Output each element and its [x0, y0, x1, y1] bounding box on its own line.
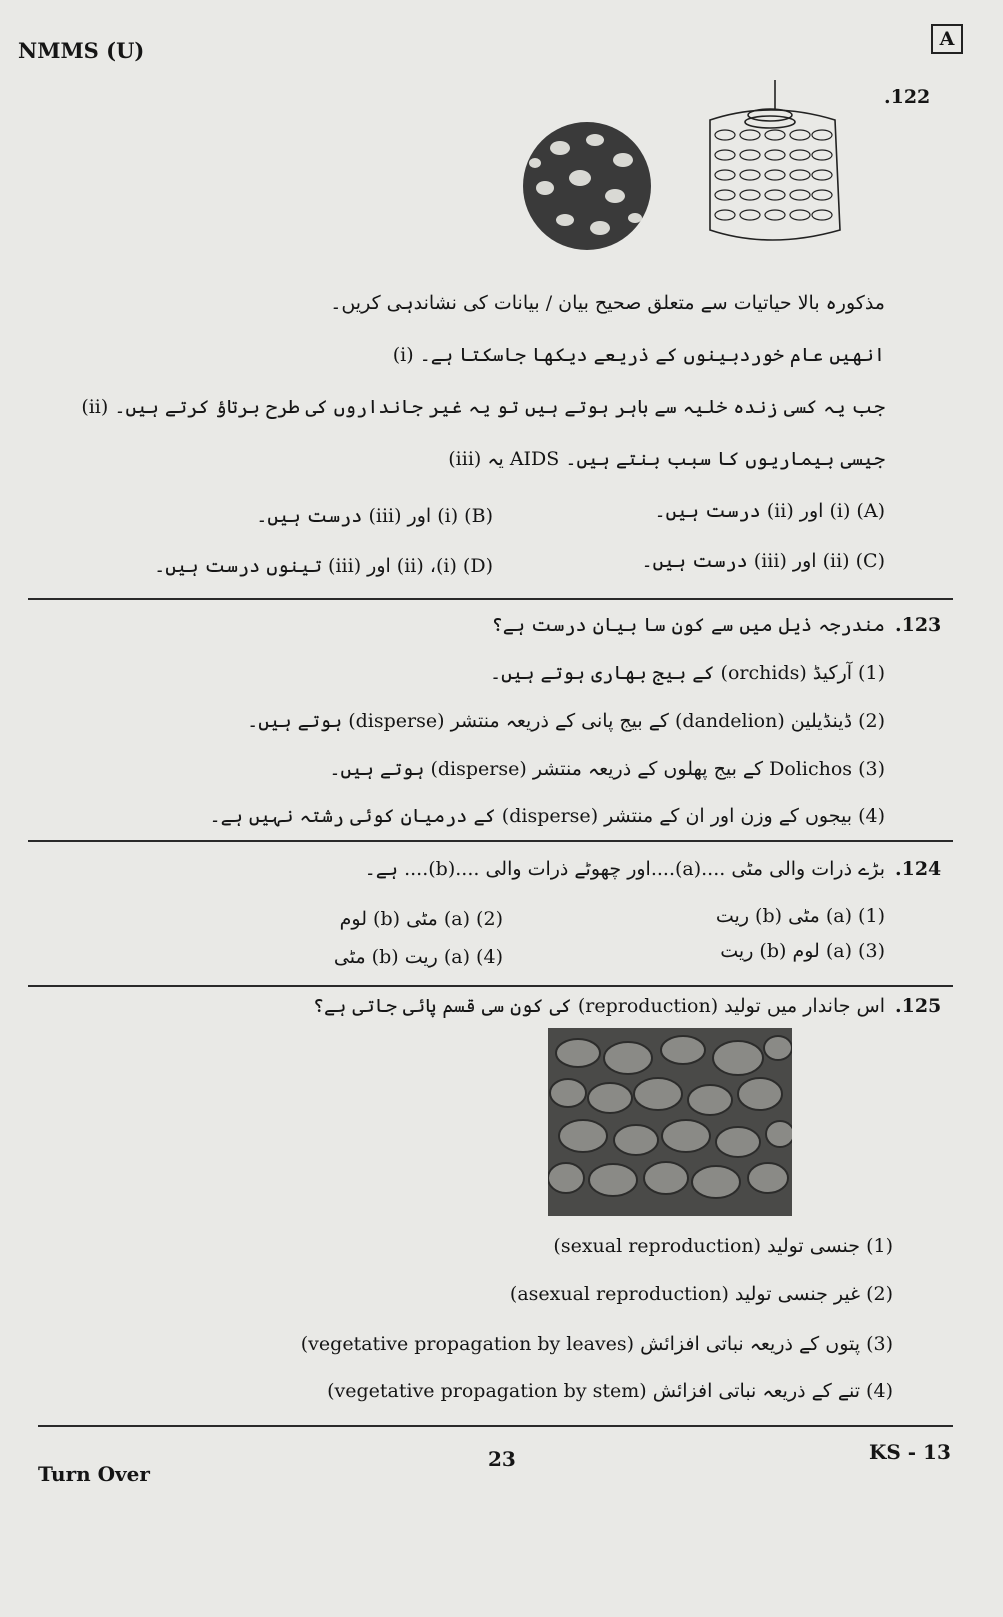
- question-number-123: .123: [895, 614, 942, 636]
- virus-sphere-image: [505, 108, 675, 268]
- divider: [28, 840, 953, 842]
- question-123-option-3[interactable]: (3) Dolichos کے بیج پھلوں کے ذریعہ منتشر (disperse) ہوتے ہیں۔: [329, 758, 885, 780]
- question-number-125: .125: [895, 995, 942, 1017]
- question-124-stem: بڑے ذرات والی مٹی ....(a)....اور چھوٹے ذرات والی ....(b).... ہے۔: [364, 858, 885, 880]
- question-123-option-2[interactable]: (2) ڈینڈیلین (dandelion) کے بیج پانی کے ذریعہ منتشر (disperse) ہوتے ہیں۔: [247, 710, 885, 732]
- question-125-option-3[interactable]: (3) پتوں کے ذریعہ نباتی افزائش (vegetative propagation by leaves): [300, 1333, 893, 1355]
- question-125-option-4[interactable]: (4) تنے کے ذریعہ نباتی افزائش (vegetative propagation by stem): [327, 1380, 893, 1402]
- question-123-option-4[interactable]: (4) بیجوں کے وزن اور ان کے منتشر (disperse) کے درمیان کوئی رشتہ نہیں ہے۔: [209, 805, 885, 827]
- divider: [28, 985, 953, 987]
- question-122-option-d[interactable]: (D) (i)، (ii) اور (iii) تینوں درست ہیں۔: [154, 555, 493, 577]
- turn-over-label: Turn Over: [38, 1462, 150, 1486]
- question-124-option-4[interactable]: (4) (a) ریت (b) مٹی: [333, 946, 503, 968]
- question-123-option-1[interactable]: (1) آرکیڈ (orchids) کے بیج بھاری ہوتے ہیں۔: [489, 662, 885, 684]
- question-122-option-c[interactable]: (C) (ii) اور (iii) درست ہیں۔: [641, 550, 885, 572]
- exam-code: NMMS (U): [18, 38, 145, 63]
- question-122-option-b[interactable]: (B) (i) اور (iii) درست ہیں۔: [256, 505, 493, 527]
- question-125-option-1[interactable]: (1) جنسی تولید (sexual reproduction): [553, 1235, 893, 1257]
- question-122-statement-1: (i) انھیں عام خوردبینوں کے ذریعے دیکھا جاسکتا ہے۔: [392, 344, 885, 366]
- question-122-stem: مذکورہ بالا حیاتیات سے متعلق صحیح بیان / بیانات کی نشاندہی کریں۔: [330, 292, 885, 314]
- question-122-statement-3: (iii) یہ AIDS جیسی بیماریوں کا سبب بنتے ہیں۔: [448, 448, 885, 470]
- divider: [28, 598, 953, 600]
- question-number-124: .124: [895, 858, 942, 880]
- question-124-option-1[interactable]: (1) (a) مٹی (b) ریت: [715, 905, 885, 927]
- question-125-option-2[interactable]: (2) غیر جنسی تولید (asexual reproduction): [509, 1283, 893, 1305]
- paper-set-box: A: [931, 24, 963, 54]
- question-124-option-2[interactable]: (2) (a) مٹی (b) لوم: [339, 908, 503, 930]
- booklet-code: KS - 13: [869, 1440, 951, 1464]
- virus-capsid-image: [700, 80, 850, 250]
- question-number-122: .122: [884, 86, 931, 108]
- divider: [38, 1425, 953, 1427]
- question-125-stem: اس جاندار میں تولید (reproduction) کی کون سی قسم پائی جاتی ہے؟: [312, 995, 885, 1017]
- page-number: 23: [488, 1447, 516, 1471]
- question-123-stem: مندرجہ ذیل میں سے کون سا بیان درست ہے؟: [491, 614, 885, 636]
- question-124-option-3[interactable]: (3) (a) لوم (b) ریت: [720, 940, 885, 962]
- microscope-cells-image: [548, 1028, 792, 1216]
- question-122-statement-2: (ii) جب یہ کسی زندہ خلیہ سے باہر ہوتے ہیں تو یہ غیر جانداروں کی طرح برتاؤ کرتے ہیں۔: [81, 396, 885, 418]
- question-122-option-a[interactable]: (A) (i) اور (ii) درست ہیں۔: [654, 500, 885, 522]
